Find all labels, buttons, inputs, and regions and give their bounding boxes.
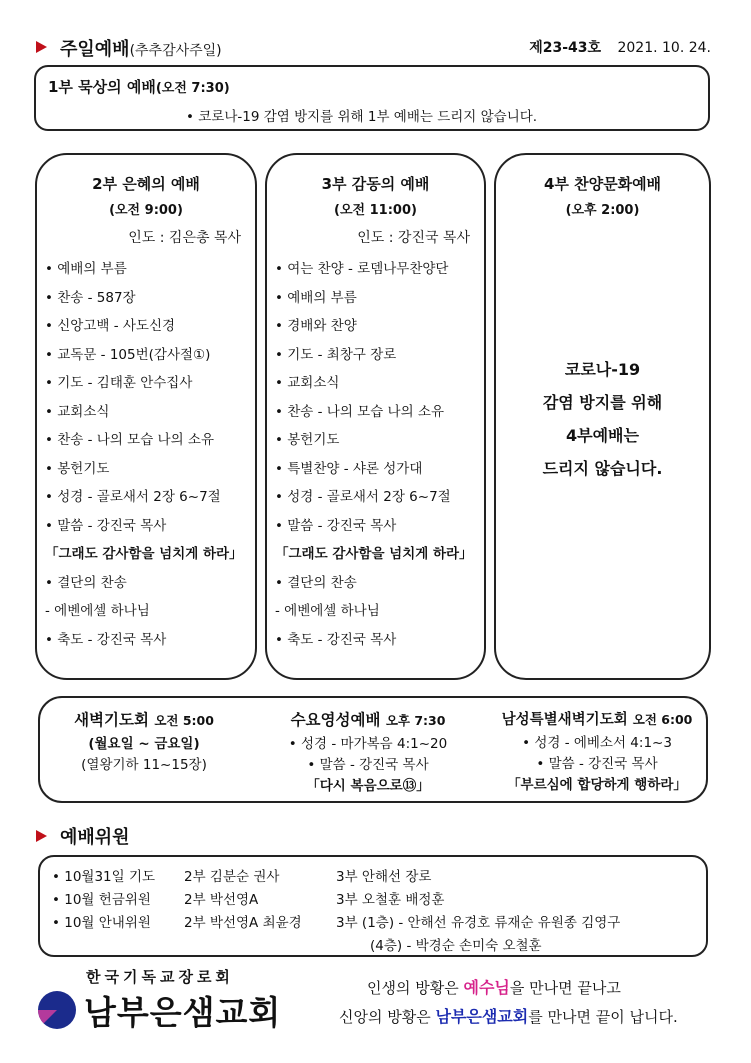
committee-row-label: • 10월31일 기도 — [52, 869, 156, 885]
order-item: • 기도 - 김태훈 안수집사 — [45, 375, 193, 391]
service-3-box — [265, 153, 486, 680]
service-4-notice-line: 드리지 않습니다. — [542, 459, 663, 478]
footer-slogan-line-1 — [367, 975, 621, 998]
dawn-prayer-block — [44, 708, 244, 776]
order-item: 「그래도 감사함을 넘치게 하라」 — [275, 546, 473, 562]
service-4-box — [494, 153, 711, 680]
order-item: • 여는 찬양 - 로뎀나무찬양단 — [275, 261, 449, 277]
service-2-time: (오전 9:00) — [109, 203, 183, 218]
slogan-1-highlight: 예수님 — [463, 978, 510, 997]
men-prayer-theme: 「부르심에 합당하게 행하라」 — [507, 777, 687, 793]
committee-row-s2: 2부 박선영A 최윤경 — [184, 915, 302, 931]
service-4-notice-line: 4부예배는 — [566, 426, 639, 445]
order-item: • 찬송 - 나의 모습 나의 소유 — [275, 403, 444, 420]
service-1-notice: • 코로나-19 감염 방지를 위해 1부 예배는 드리지 않습니다. — [186, 109, 538, 125]
service-2-leader: 인도 : 김은총 목사 — [128, 230, 241, 246]
issue-date — [529, 37, 711, 57]
order-item: • 말씀 - 강진국 목사 — [45, 517, 167, 534]
order-item: • 성경 - 골로새서 2장 6~7절 — [45, 489, 221, 505]
service-2-box — [35, 153, 257, 680]
section-arrow-icon — [36, 41, 47, 53]
denomination-name: 한국기독교장로회 — [86, 968, 234, 986]
committee-row-label: • 10월 헌금위원 — [52, 892, 151, 908]
wednesday-sermon: • 말씀 - 강진국 목사 — [307, 757, 429, 773]
service-2-title: 2부 은혜의 예배 — [92, 175, 200, 193]
committee-row-s2: 2부 김분순 권사 — [184, 869, 280, 885]
committee-row-s3: 3부 안해선 장로 — [336, 869, 432, 885]
service-1-heading — [48, 76, 230, 97]
section-arrow-icon — [36, 830, 47, 842]
committee-row-s3: 3부 오철훈 배정훈 — [336, 892, 445, 908]
order-item: - 에벤에셀 하나님 — [45, 603, 150, 619]
wednesday-service-title: 수요영성예배 — [290, 711, 381, 729]
men-prayer-sermon: • 말씀 - 강진국 목사 — [536, 756, 658, 772]
service-4-time: (오후 2:00) — [565, 203, 640, 218]
order-item: 「그래도 감사함을 넘치게 하라」 — [45, 546, 243, 562]
committee-row-s3: 3부 (1층) - 안해선 유경호 류재순 유원종 김영구 — [336, 915, 621, 931]
order-item: • 봉헌기도 — [45, 460, 110, 477]
order-item: • 신앙고백 - 사도신경 — [45, 318, 176, 334]
order-item: • 교독문 - 105번(감사절①) — [45, 346, 211, 363]
order-item: • 기도 - 최창구 장로 — [275, 346, 397, 363]
service-1-box — [34, 65, 710, 131]
slogan-2-highlight: 남부은샘교회 — [435, 1007, 529, 1026]
order-item: • 교회소식 — [45, 403, 110, 420]
order-item: • 찬송 - 나의 모습 나의 소유 — [45, 432, 214, 448]
wednesday-service-block — [268, 708, 468, 797]
order-item: • 예배의 부름 — [275, 289, 357, 306]
wednesday-service-time: 오후 7:30 — [385, 713, 446, 728]
church-name-logo: 남부은샘교회 — [84, 993, 282, 1032]
order-item: • 축도 - 강진국 목사 — [45, 631, 167, 648]
order-item: • 봉헌기도 — [275, 432, 340, 448]
committee-title: 예배위원 — [60, 827, 130, 848]
service-3-leader: 인도 : 강진국 목사 — [357, 230, 470, 246]
wednesday-theme: 「다시 복음으로⑬」 — [306, 778, 430, 794]
committee-row-label: • 10월 안내위원 — [52, 915, 151, 931]
dawn-prayer-passage: (열왕기하 11~15장) — [81, 757, 207, 773]
slogan-1-after: 을 만나면 끝나고 — [509, 979, 621, 997]
order-item: • 특별찬양 - 샤론 성가대 — [275, 460, 423, 477]
dawn-prayer-time: 오전 5:00 — [154, 713, 214, 728]
dawn-prayer-title: 새벽기도회 — [74, 711, 149, 729]
wednesday-scripture: • 성경 - 마가복음 4:1~20 — [288, 736, 448, 752]
service-3-title: 3부 감동의 예배 — [321, 175, 430, 193]
order-item: • 교회소식 — [275, 375, 340, 391]
service-4-title: 4부 찬양문화예배 — [543, 175, 662, 193]
weekday-services-box — [38, 696, 708, 803]
service-2-order-list — [45, 255, 251, 654]
order-item: • 결단의 찬송 — [45, 574, 127, 591]
service-4-notice — [496, 353, 709, 485]
service-4-notice-line: 감염 방지를 위해 — [542, 393, 663, 412]
header-title-group — [60, 35, 222, 61]
service-1-title: 1부 묵상의 예배 — [48, 78, 156, 96]
committee-box — [38, 855, 708, 957]
men-prayer-scripture: • 성경 - 에베소서 4:1~3 — [522, 735, 672, 751]
men-prayer-time: 오전 6:00 — [632, 712, 693, 727]
order-item: - 에벤에셀 하나님 — [275, 603, 380, 619]
service-1-time: (오전 7:30) — [155, 81, 230, 96]
order-item: • 성경 - 골로새서 2장 6~7절 — [275, 489, 451, 505]
dawn-prayer-days: (월요일 ~ 금요일) — [88, 736, 200, 752]
committee-extra: (4층) - 박경순 손미숙 오철훈 — [370, 938, 542, 954]
slogan-1-before: 인생의 방황은 — [367, 979, 464, 997]
footer-slogan-line-2 — [339, 1004, 678, 1027]
slogan-2-after: 를 만나면 끝이 납니다. — [528, 1008, 678, 1026]
service-3-time: (오전 11:00) — [334, 203, 417, 218]
order-item: • 예배의 부름 — [45, 261, 127, 277]
page-subtitle: (추추감사주일) — [129, 43, 222, 59]
issue-number: 제23-43호 — [529, 40, 602, 56]
men-dawn-prayer-block — [492, 708, 702, 796]
order-item: • 찬송 - 587장 — [45, 289, 136, 306]
men-prayer-title: 남성특별새벽기도회 — [501, 712, 628, 728]
order-item: • 경배와 찬양 — [275, 318, 357, 334]
order-item: • 말씀 - 강진국 목사 — [275, 517, 397, 534]
order-item: • 결단의 찬송 — [275, 574, 357, 591]
bulletin-date: 2021. 10. 24. — [617, 40, 711, 56]
order-item: • 축도 - 강진국 목사 — [275, 631, 397, 648]
service-4-notice-line: 코로나-19 — [564, 360, 641, 379]
committee-row-s2: 2부 박선영A — [184, 892, 259, 908]
slogan-2-before: 신앙의 방황은 — [339, 1008, 436, 1026]
church-logo-icon — [38, 991, 76, 1029]
page-title: 주일예배 — [60, 39, 130, 60]
service-3-order-list — [275, 255, 480, 654]
